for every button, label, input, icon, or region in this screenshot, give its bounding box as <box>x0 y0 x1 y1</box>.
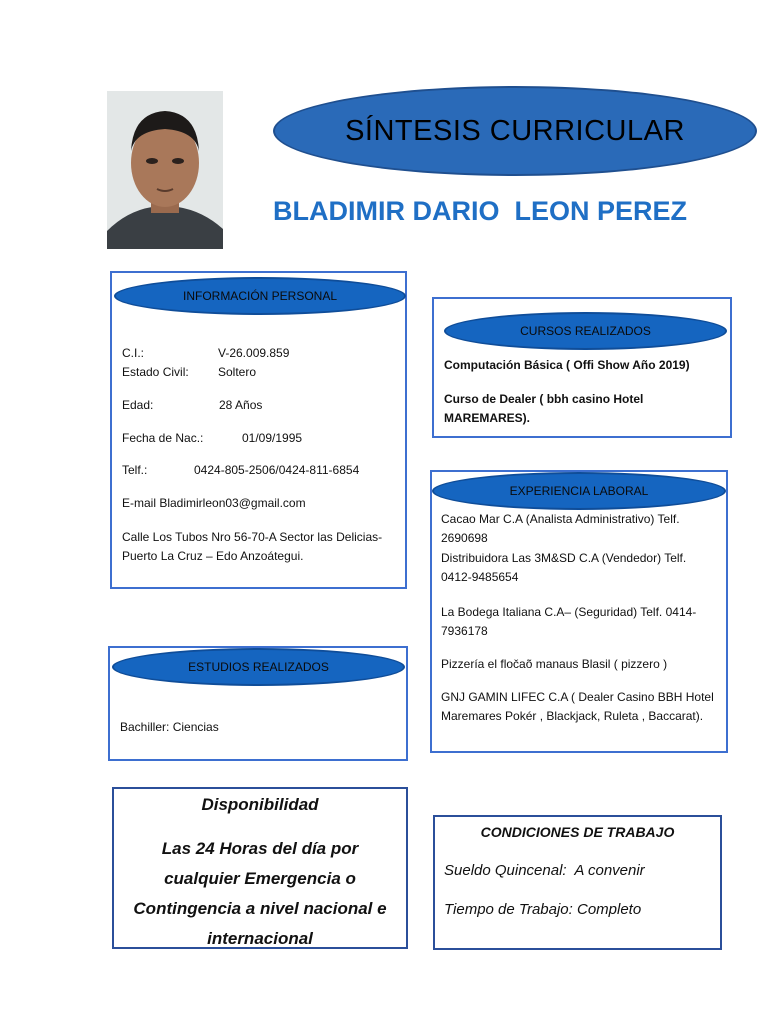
experience-item: Pizzería el fločaõ manaus Blasil ( pizzero ) <box>441 657 668 671</box>
birth-date-label: Fecha de Nac.: <box>122 431 204 445</box>
experience-item: GNJ GAMIN LIFEC C.A ( Dealer Casino BBH Hotel Maremares Pokér , Blackjack, Ruleta , Baccarat). <box>441 690 714 723</box>
civil-status-label: Estado Civil: <box>122 365 189 379</box>
experience-item: Distribuidora Las 3M&SD C.A (Vendedor) Telf. 0412-9485654 <box>441 551 687 584</box>
person-portrait-icon <box>107 91 223 249</box>
experience-heading: EXPERIENCIA LABORAL <box>432 472 726 510</box>
phone-label: Telf.: <box>122 463 148 477</box>
conditions-heading: CONDICIONES DE TRABAJO <box>480 824 675 840</box>
experience-item: La Bodega Italiana C.A– (Seguridad) Telf. 0414-7936178 <box>441 605 697 638</box>
personal-info-heading: INFORMACIÓN PERSONAL <box>114 277 406 315</box>
availability-heading: Disponibilidad <box>201 795 319 814</box>
phone-value: 0424-805-2506/0424-811-6854 <box>194 463 360 477</box>
ci-value: V-26.009.859 <box>218 346 290 360</box>
course-item: Computación Básica ( Offi Show Año 2019) <box>444 358 690 372</box>
address-text: Calle Los Tubos Nro 56-70-A Sector las Delicias- Puerto La Cruz – Edo Anzoátegui. <box>122 530 383 563</box>
courses-heading: CURSOS REALIZADOS <box>444 312 727 350</box>
ci-label: C.I.: <box>122 346 145 360</box>
page-title: SÍNTESIS CURRICULAR <box>345 114 685 147</box>
studies-heading: ESTUDIOS REALIZADOS <box>112 648 405 686</box>
title-banner <box>273 86 757 176</box>
salary-text: Sueldo Quincenal: A convenir <box>444 862 645 879</box>
age-label: Edad: <box>122 398 154 412</box>
age-value: 28 Años <box>219 398 263 412</box>
civil-status-value: Soltero <box>218 365 257 379</box>
availability-text: Las 24 Horas del día por cualquier Emergencia o Contingencia a nivel nacional e internacional <box>133 839 387 948</box>
studies-item: Bachiller: Ciencias <box>120 720 219 734</box>
candidate-name: BLADIMIR DARIO LEON PEREZ <box>273 196 688 226</box>
birth-date-value: 01/09/1995 <box>242 431 303 445</box>
course-item: Curso de Dealer ( bbh casino Hotel MAREMARES). <box>444 392 644 425</box>
email-text: E-mail Bladimirleon03@gmail.com <box>122 496 306 510</box>
profile-photo <box>107 91 223 249</box>
experience-item: Cacao Mar C.A (Analista Administrativo) Telf. 2690698 <box>441 512 680 545</box>
work-time-text: Tiempo de Trabajo: Completo <box>444 901 642 918</box>
